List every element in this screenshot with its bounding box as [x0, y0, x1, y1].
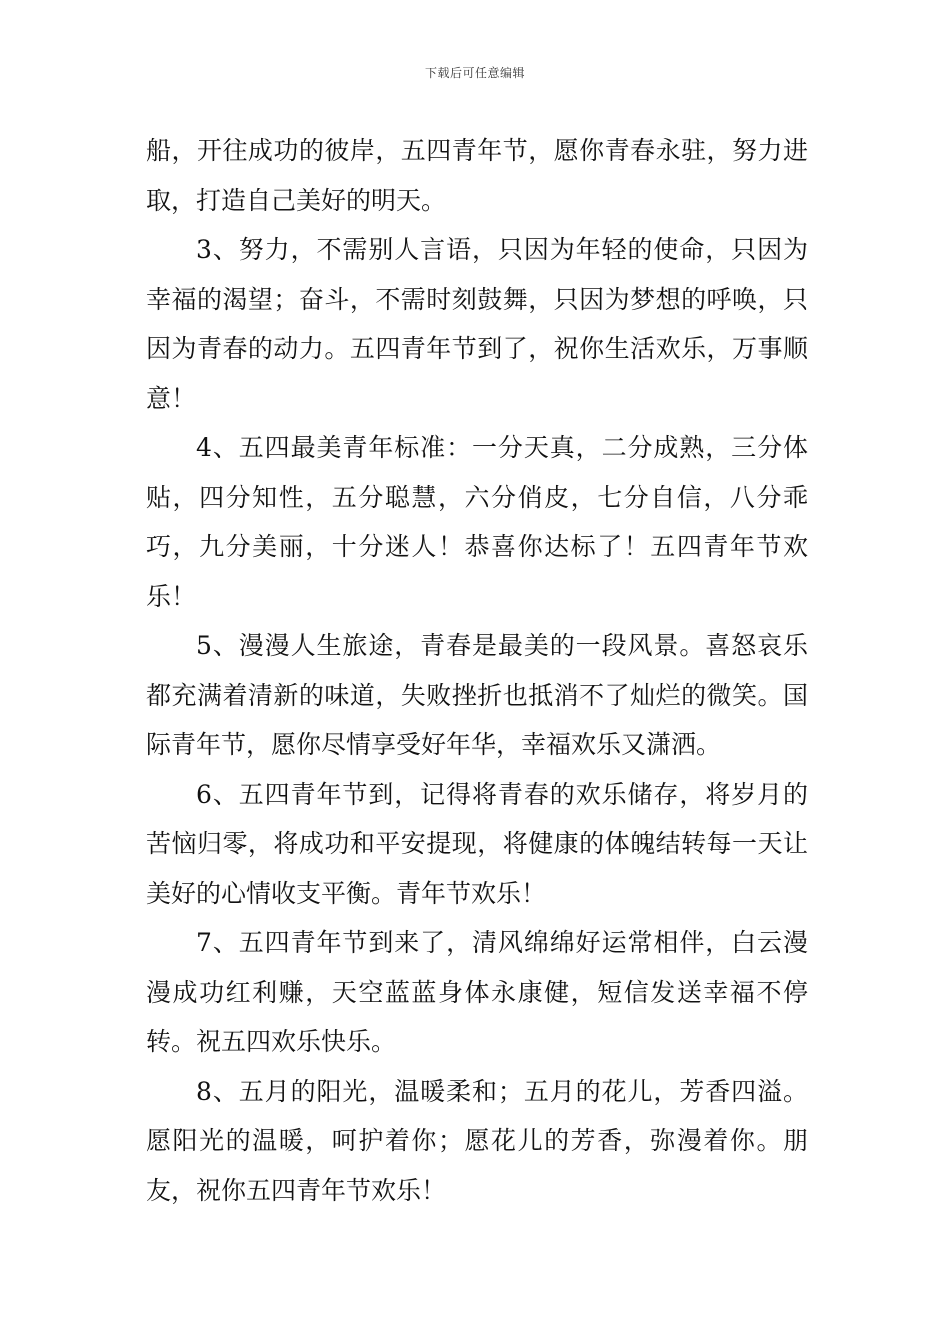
- page-header: 下载后可任意编辑: [424, 66, 525, 80]
- paragraph-5: 5、漫漫人生旅途，青春是最美的一段风景。喜怒哀乐都充满着清新的味道，失败挫折也抵消不了灿烂的微笑。国际青年节，愿你尽情享受好年华，幸福欢乐又潇洒。: [146, 631, 808, 759]
- document-body: [146, 126, 808, 1215]
- paragraph-8: 8、五月的阳光，温暖柔和；五月的花儿，芳香四溢。愿阳光的温暖，呵护着你；愿花儿的芳香，弥漫着你。朋友，祝你五四青年节欢乐！: [146, 1076, 808, 1205]
- paragraph-continued: 船，开往成功的彼岸，五四青年节，愿你青春永驻，努力进取，打造自己美好的明天。: [146, 136, 808, 215]
- paragraph-4: 4、五四最美青年标准：一分天真，二分成熟，三分体贴，四分知性，五分聪慧，六分俏皮，七分自信，八分乖巧，九分美丽，十分迷人！恭喜你达标了！五四青年节欢乐！: [146, 433, 808, 611]
- paragraph-6: 6、五四青年节到，记得将青春的欢乐储存，将岁月的苦恼归零，将成功和平安提现，将健康的体魄结转每一天让美好的心情收支平衡。青年节欢乐！: [146, 779, 808, 908]
- paragraph-7: 7、五四青年节到来了，清风绵绵好运常相伴，白云漫漫成功红利赚，天空蓝蓝身体永康健，短信发送幸福不停转。祝五四欢乐快乐。: [146, 928, 808, 1056]
- paragraph-3: 3、努力，不需别人言语，只因为年轻的使命，只因为幸福的渴望；奋斗，不需时刻鼓舞，只因为梦想的呼唤，只因为青春的动力。五四青年节到了，祝你生活欢乐，万事顺意！: [146, 235, 808, 413]
